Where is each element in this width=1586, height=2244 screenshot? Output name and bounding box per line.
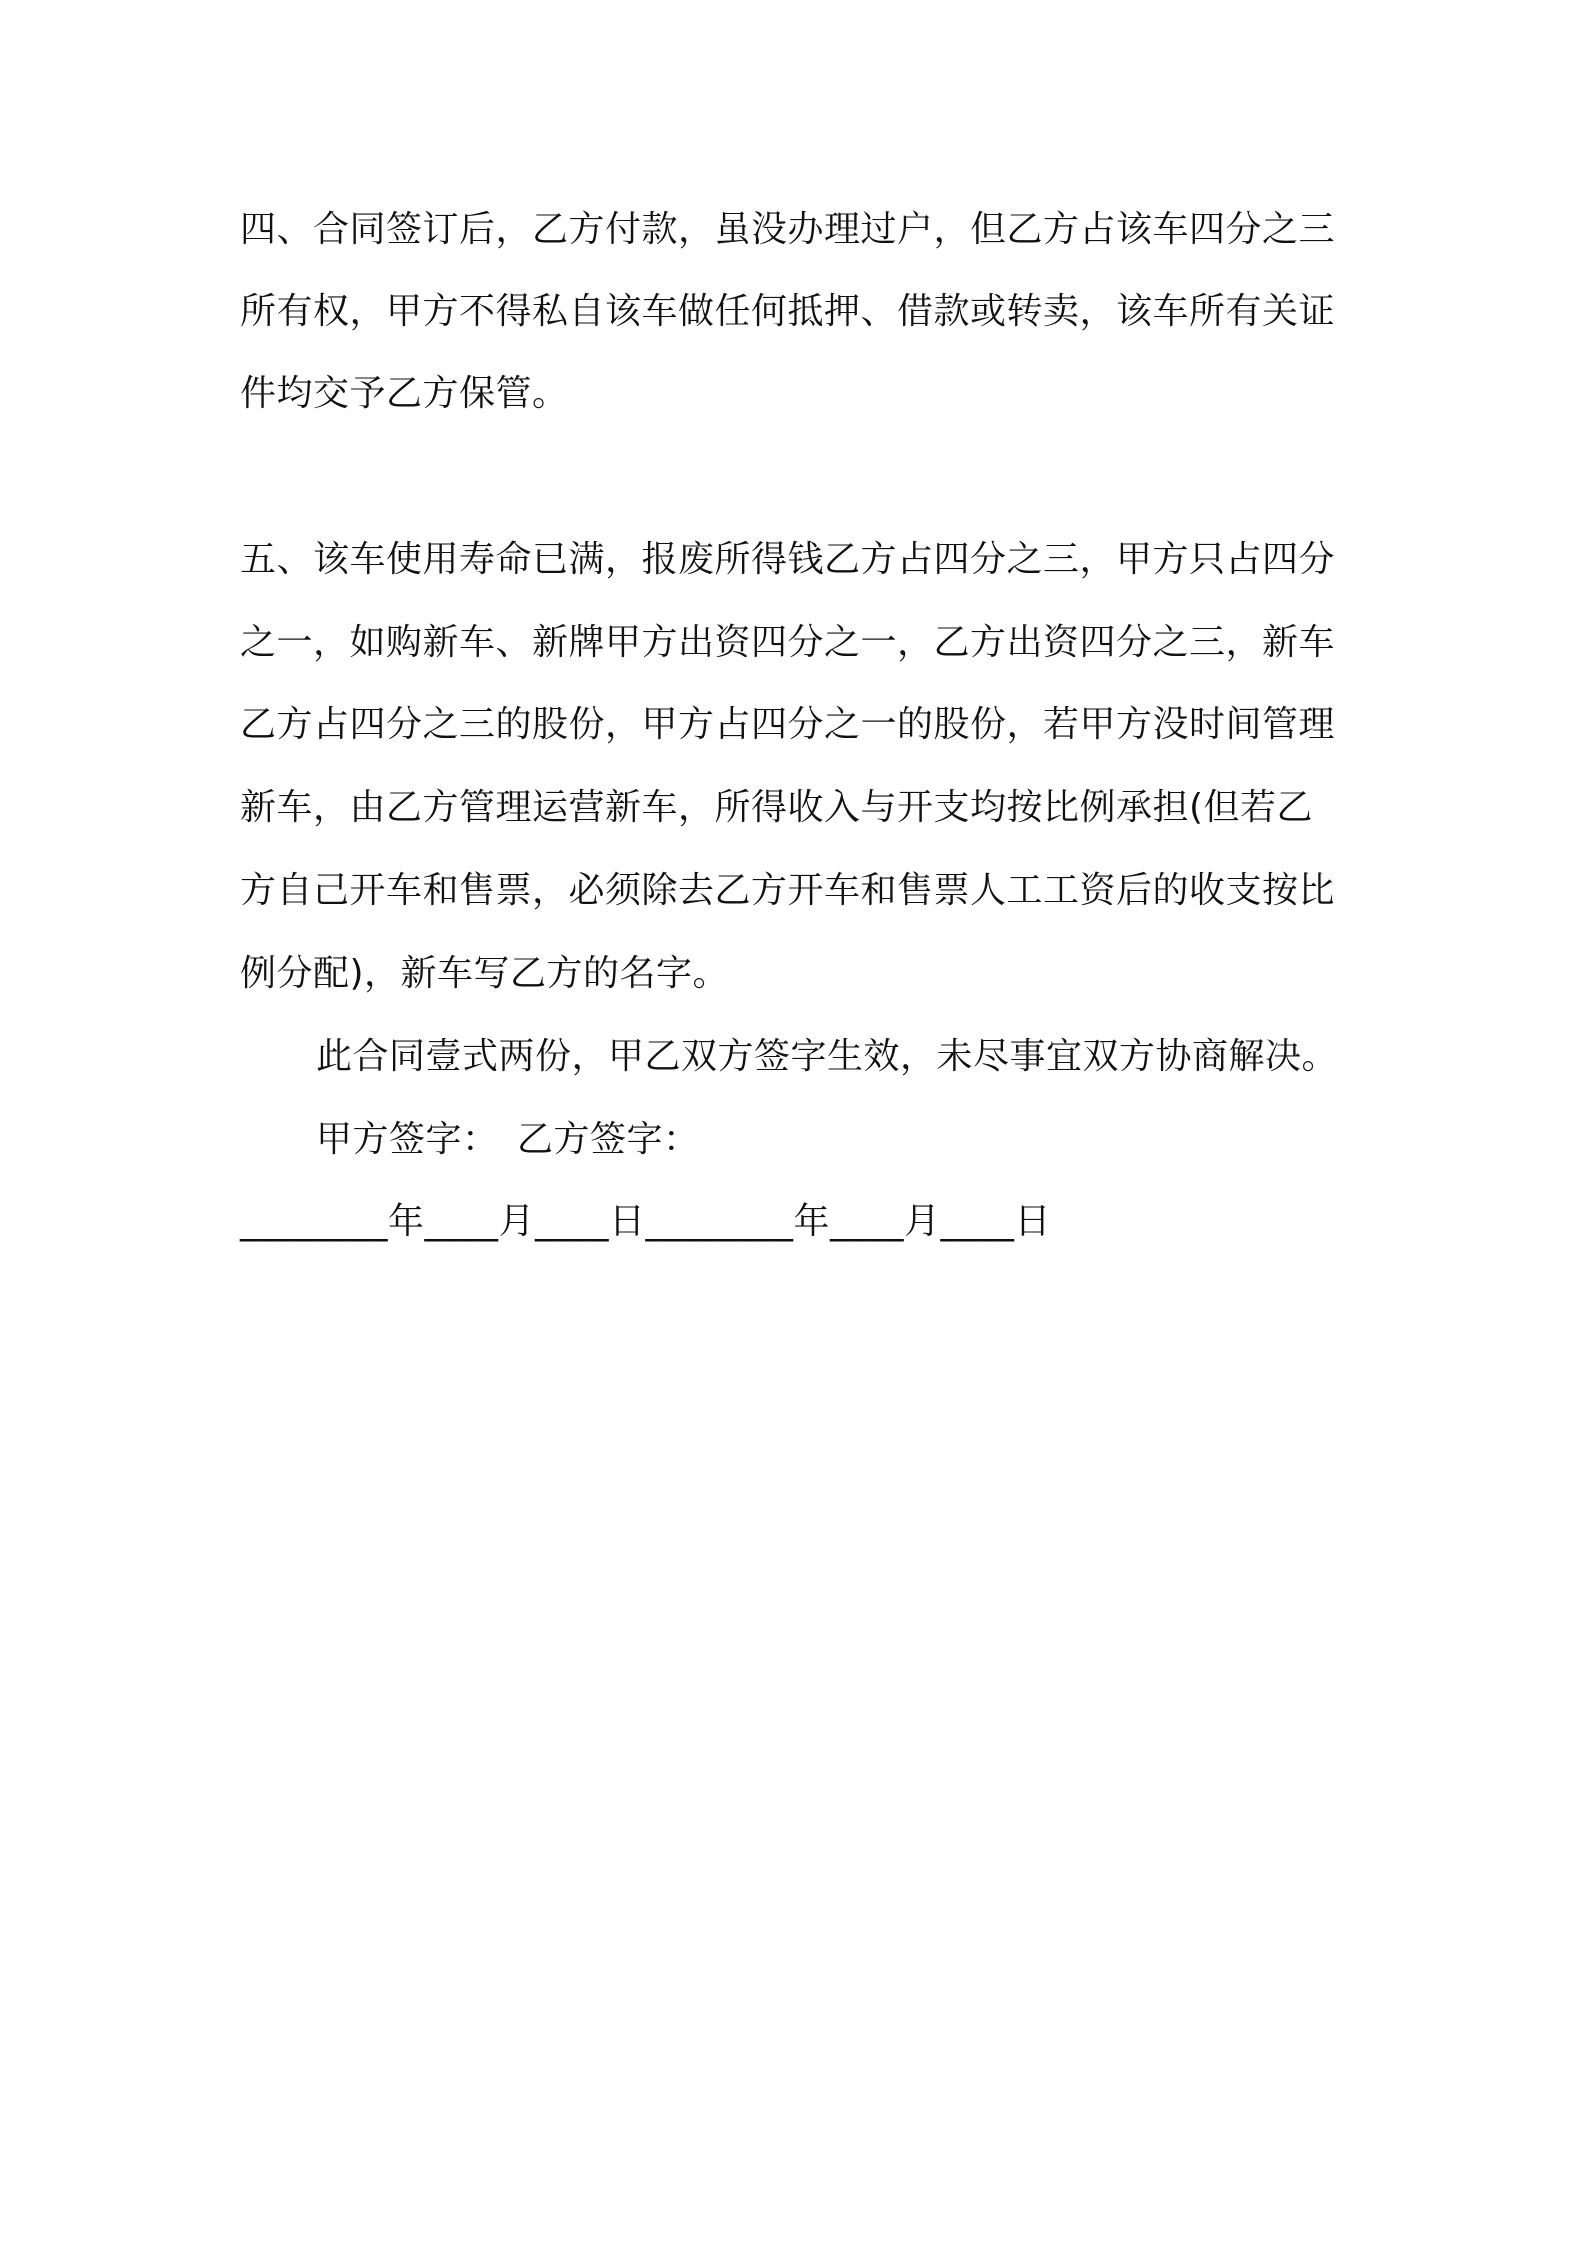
clause-5-line-4: 新车，由乙方管理运营新车，所得收入与开支均按比例承担(但若乙 <box>240 787 1314 828</box>
clause-5-line-5: 方自己开车和售票，必须除去乙方开车和售票人工工资后的收支按比 <box>240 870 1336 911</box>
clause-4-line-1: 四、合同签订后，乙方付款，虽没办理过户，但乙方占该车四分之三 <box>240 209 1336 250</box>
date-line: ________年____月____日________年____月____日 <box>240 1201 1051 1242</box>
clause-5-line-2: 之一，如购新车、新牌甲方出资四分之一，乙方出资四分之三，新车 <box>240 622 1336 663</box>
clause-4-line-3: 件均交予乙方保管。 <box>240 373 569 414</box>
signature-line: 甲方签字： 乙方签字： <box>316 1119 700 1160</box>
clause-5-line-1: 五、该车使用寿命已满，报废所得钱乙方占四分之三，甲方只占四分 <box>240 539 1336 580</box>
clause-5-line-3: 乙方占四分之三的股份，甲方占四分之一的股份，若甲方没时间管理 <box>240 704 1336 745</box>
clause-4-line-2: 所有权，甲方不得私自该车做任何抵押、借款或转卖，该车所有关证 <box>240 291 1336 332</box>
closing-statement: 此合同壹式两份，甲乙双方签字生效，未尽事宜双方协商解决。 <box>316 1036 1339 1077</box>
clause-5-line-6: 例分配)，新车写乙方的名字。 <box>240 953 730 994</box>
